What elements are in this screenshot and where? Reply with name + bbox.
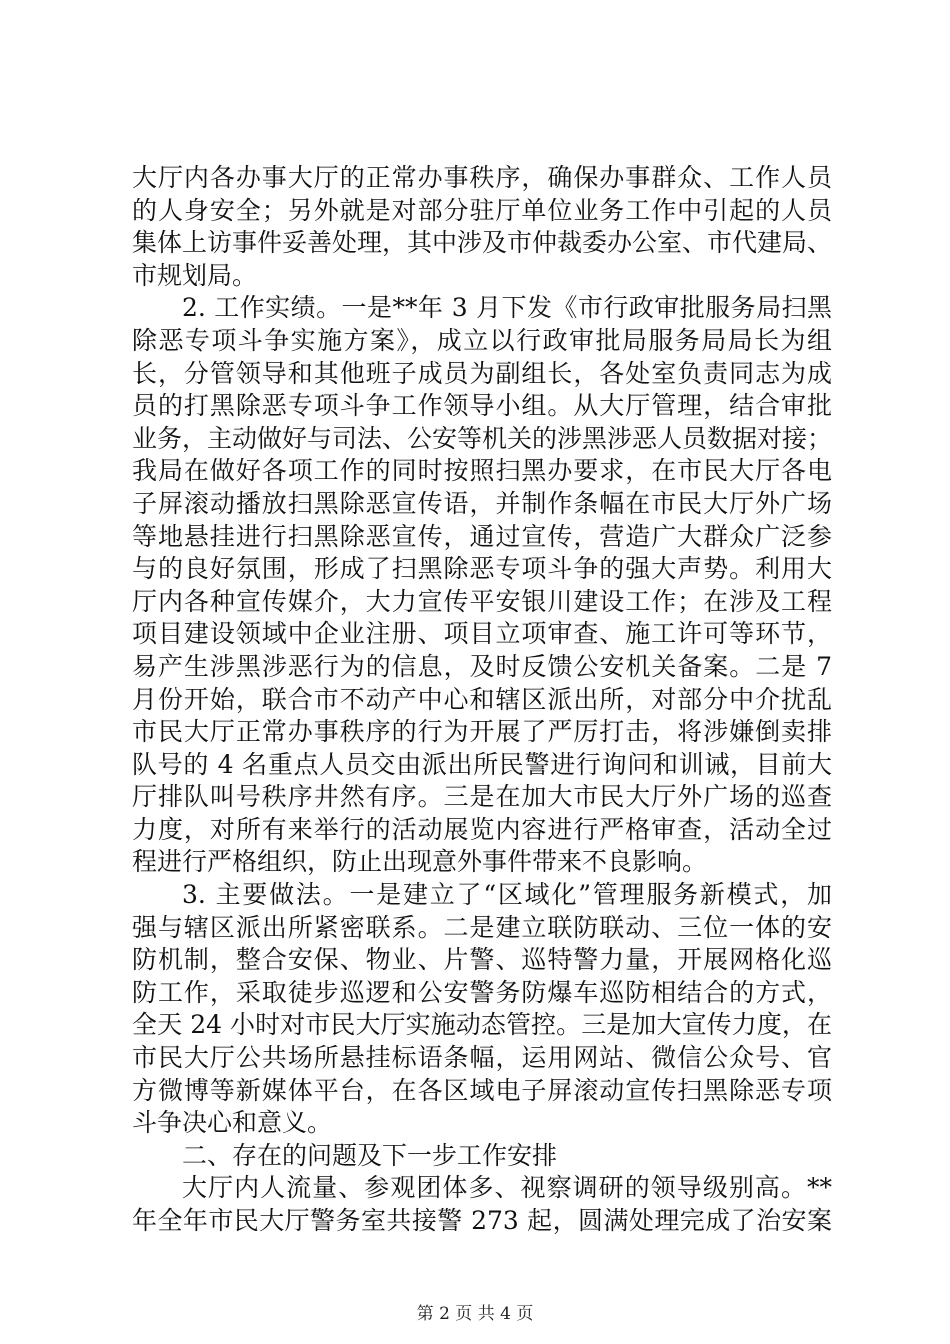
text-line: 厅排队叫号秩序井然有序。三是在加大市民大厅外广场的巡查 bbox=[132, 782, 832, 812]
text-line: 防工作，采取徒步巡逻和公安警务防爆车巡防相结合的方式， bbox=[132, 977, 832, 1007]
text-line: 除恶专项斗争实施方案》，成立以行政审批局服务局局长为组 bbox=[132, 325, 832, 355]
text-line: 年全年市民大厅警务室共接警 273 起，圆满处理完成了治安案 bbox=[132, 1206, 832, 1235]
page-number-footer: 第 2 页 共 4 页 bbox=[416, 1304, 534, 1324]
text-line: 的人身安全；另外就是对部分驻厅单位业务工作中引起的人员 bbox=[132, 195, 832, 225]
text-line: 市规划局。 bbox=[132, 260, 258, 290]
text-line: 2. 工作实绩。一是**年 3 月下发《市行政审批服务局扫黑 bbox=[182, 293, 832, 323]
text-line: 员的打黑除恶专项斗争工作领导小组。从大厅管理，结合审批 bbox=[132, 391, 832, 421]
text-line: 与的良好氛围，形成了扫黑除恶专项斗争的强大声势。利用大 bbox=[132, 554, 832, 584]
text-line: 长，分管领导和其他班子成员为副组长，各处室负责同志为成 bbox=[132, 358, 832, 388]
text-line: 月份开始，联合市不动产中心和辖区派出所，对部分中介扰乱 bbox=[132, 684, 832, 714]
text-line: 力度，对所有来举行的活动展览内容进行严格审查，活动全过 bbox=[132, 814, 832, 844]
text-line: 子屏滚动播放扫黑除恶宣传语，并制作条幅在市民大厅外广场 bbox=[132, 488, 832, 518]
text-line: 方微博等新媒体平台，在各区域电子屏滚动宣传扫黑除恶专项 bbox=[132, 1075, 832, 1105]
text-line: 大厅内各办事大厅的正常办事秩序，确保办事群众、工作人员 bbox=[132, 163, 832, 192]
text-line: 我局在做好各项工作的同时按照扫黑办要求，在市民大厅各电 bbox=[132, 456, 832, 486]
text-line: 斗争决心和意义。 bbox=[132, 1108, 333, 1138]
text-line: 强与辖区派出所紧密联系。二是建立联防联动、三位一体的安 bbox=[132, 912, 832, 942]
text-line: 队号的 4 名重点人员交由派出所民警进行询问和训诫，目前大 bbox=[132, 749, 832, 779]
text-line: 业务，主动做好与司法、公安等机关的涉黑涉恶人员数据对接； bbox=[132, 423, 833, 453]
text-line: 集体上访事件妥善处理，其中涉及市仲裁委办公室、市代建局、 bbox=[132, 228, 833, 258]
text-line: 市民大厅正常办事秩序的行为开展了严厉打击，将涉嫌倒卖排 bbox=[132, 717, 832, 747]
text-line: 防机制，整合安保、物业、片警、巡特警力量，开展网格化巡 bbox=[132, 945, 832, 975]
text-line: 项目建设领域中企业注册、项目立项审查、施工许可等环节， bbox=[132, 619, 832, 649]
text-line: 厅内各种宣传媒介，大力宣传平安银川建设工作；在涉及工程 bbox=[132, 586, 832, 616]
text-line: 全天 24 小时对市民大厅实施动态管控。三是加大宣传力度，在 bbox=[132, 1010, 832, 1040]
text-line: 等地悬挂进行扫黑除恶宣传，通过宣传，营造广大群众广泛参 bbox=[132, 521, 832, 551]
text-line: 市民大厅公共场所悬挂标语条幅，运用网站、微信公众号、官 bbox=[132, 1043, 832, 1073]
section-heading: 二、存在的问题及下一步工作安排 bbox=[182, 1140, 558, 1170]
text-line: 3. 主要做法。一是建立了“区域化”管理服务新模式，加 bbox=[182, 880, 832, 910]
text-line: 程进行严格组织，防止出现意外事件带来不良影响。 bbox=[132, 847, 708, 877]
document-body bbox=[132, 162, 832, 1238]
text-line: 易产生涉黑涉恶行为的信息，及时反馈公安机关备案。二是 7 bbox=[132, 651, 832, 681]
text-line: 大厅内人流量、参观团体多、视察调研的领导级别高。** bbox=[182, 1173, 832, 1203]
